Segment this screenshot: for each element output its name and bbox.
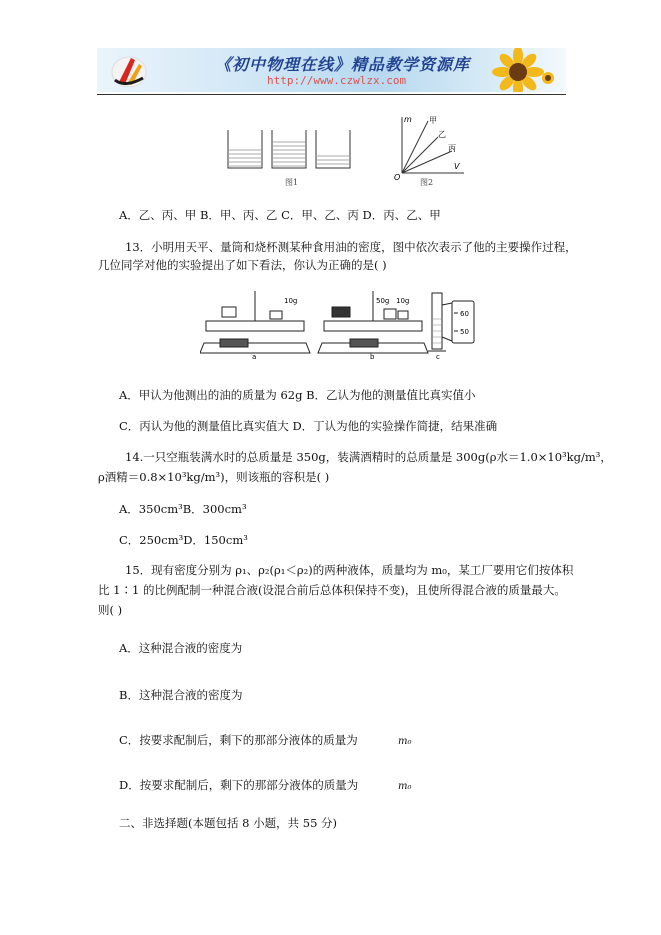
banner-title: 《初中物理在线》精品教学资源库 [215,55,471,74]
q14-option-cd: C．250cm³D．150cm³ [119,533,248,547]
section-2-heading: 二、非选择题(本题包括 8 小题，共 55 分) [119,816,338,830]
axis-v-label: V [454,162,460,171]
q15-line-1: 15．现有密度分别为 ρ₁、ρ₂(ρ₁＜ρ₂)的两种液体，质量均为 m₀，某工厂要用它们按体积 [125,563,574,577]
q13-label-c: c [436,353,440,361]
banner-url[interactable]: http://www.czwlzx.com [267,74,407,87]
header-rule [97,94,566,95]
q13-label-a: a [252,353,257,361]
line-label-yi: 乙 [438,130,446,139]
q15-option-c: C．按要求配制后，剩下的那部分液体的质量为 [119,733,358,747]
q13-cyl-mark-60: 60 [460,310,469,318]
q13-option-cd: C．丙认为他的测量值比真实值大 D．丁认为他的实验操作简捷，结果准确 [119,419,498,433]
line-label-jia: 甲 [429,116,437,125]
figure-q13-balance [200,285,490,361]
figure-2-mv-graph [392,113,470,181]
q15-option-d-m0: m₀ [398,781,412,792]
q15-option-d: D．按要求配制后，剩下的那部分液体的质量为 [119,778,359,792]
q14-option-ab: A．350cm³B．300cm³ [119,502,247,516]
figure-2-caption: 图2 [420,178,434,187]
q13-line-1: 13．小明用天平、量筒和烧杯测某种食用油的密度，图中依次表示了他的主要操作过程， [125,240,577,254]
origin-label: O [394,173,401,181]
q14-line-1: 14.一只空瓶装满水时的总质量是 350g，装满酒精时的总质量是 300g(ρ水＝1.0×10³kg/m³， [125,450,612,464]
figure-1-beakers [222,128,362,176]
line-label-bing: 丙 [448,144,456,153]
q15-option-b: B．这种混合液的密度为 [119,688,243,702]
q13-line-2: 几位同学对他的实验提出了如下看法，你认为正确的是( ) [98,258,387,272]
site-logo-icon [109,52,149,90]
sunflower-icon [478,48,558,92]
q13-weight-b-10g: 10g [396,297,410,305]
q15-line-3: 则( ) [98,603,123,617]
q13-cyl-mark-50: 50 [460,328,469,336]
q14-line-2: ρ酒精＝0.8×10³kg/m³)，则该瓶的容积是( ) [98,470,330,484]
q13-weight-b-50g: 50g [376,297,390,305]
figure-1-caption: 图1 [285,178,299,187]
q15-line-2: 比 1∶1 的比例配制一种混合液(设混合前后总体积保持不变)，且使所得混合液的质量最大。 [98,583,566,597]
q15-option-a: A．这种混合液的密度为 [119,641,243,655]
q13-option-ab: A．甲认为他测出的油的质量为 62g B．乙认为他的测量值比真实值小 [119,388,476,402]
axis-m-label: m [404,115,412,124]
q15-option-c-m0: m₀ [398,736,412,747]
q13-weight-a: 10g [284,297,298,305]
q13-label-b: b [370,353,375,361]
q12-options: A．乙、丙、甲 B．甲、丙、乙 C．甲、乙、丙 D．丙、乙、甲 [119,208,441,222]
header-banner [97,48,566,92]
